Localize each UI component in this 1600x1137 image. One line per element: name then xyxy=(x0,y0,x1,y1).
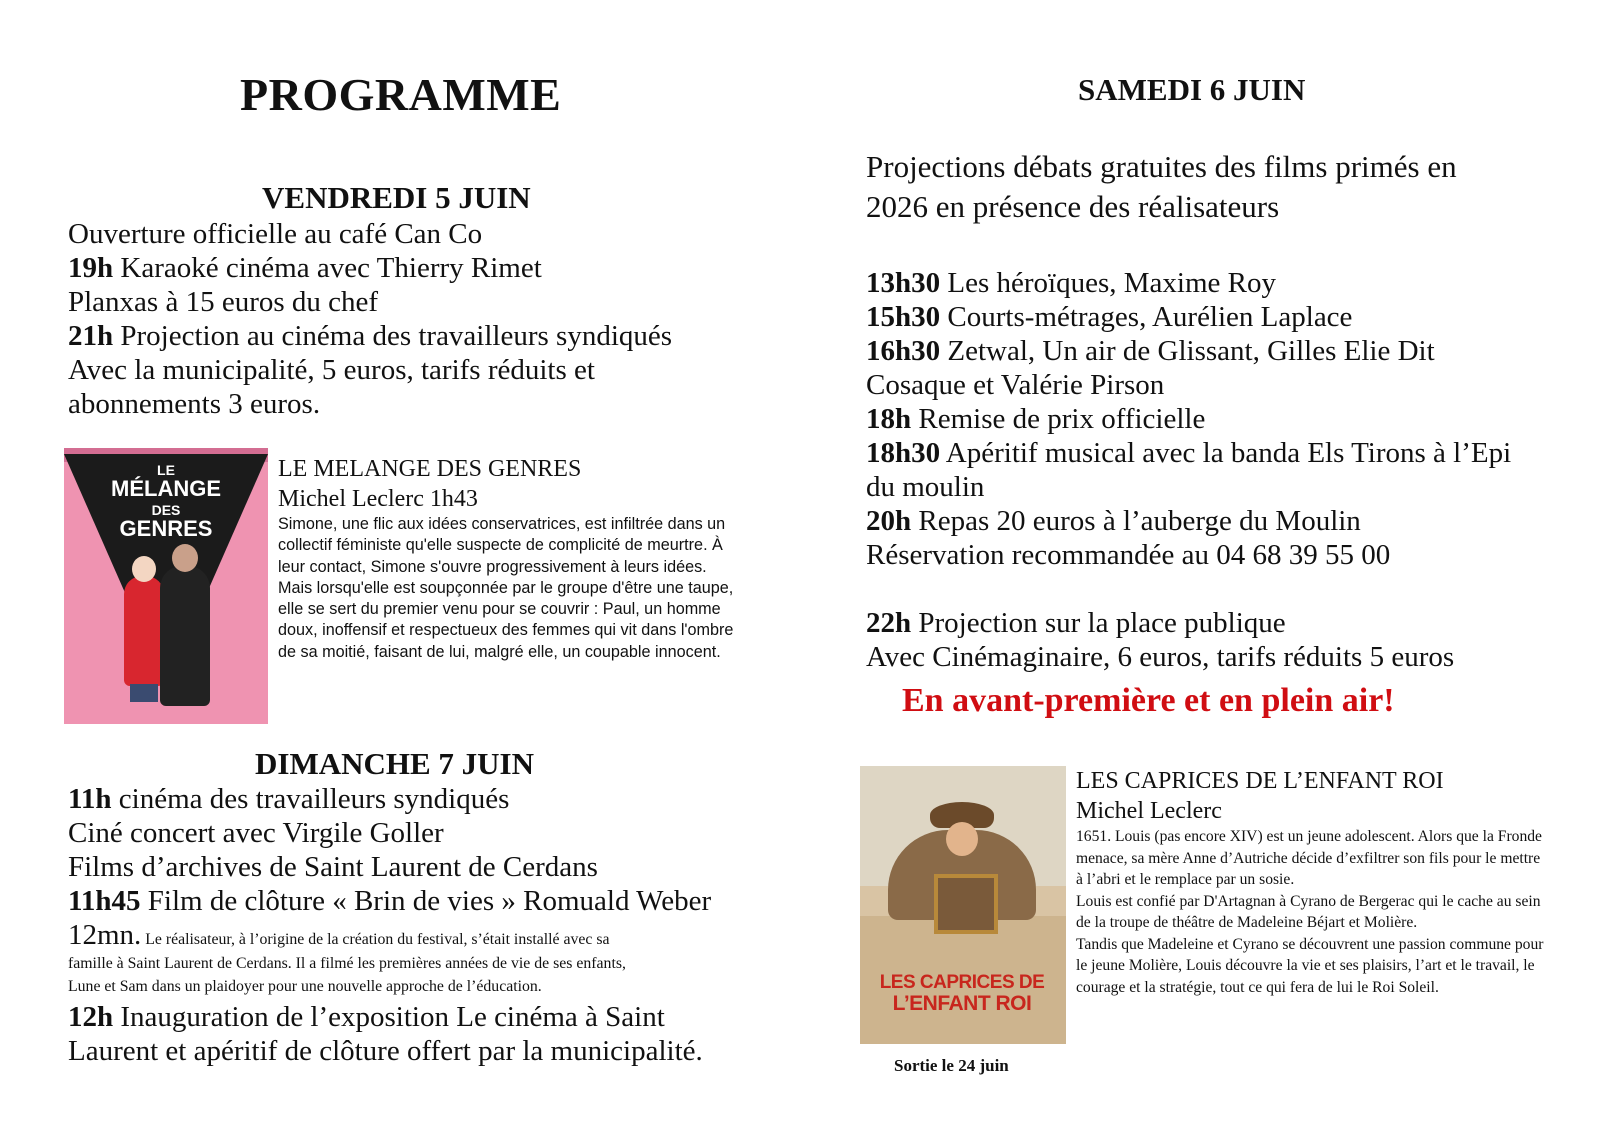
saturday-prices: Avec Cinémaginaire, 6 euros, tarifs réduits 5 euros xyxy=(866,641,1455,673)
saturday-reservation: Réservation recommandée au 04 68 39 55 00 xyxy=(866,539,1391,571)
friday-line-1: Ouverture officielle au café Can Co xyxy=(68,218,483,250)
saturday-slot-3-cont: Cosaque et Valérie Pirson xyxy=(866,369,1165,401)
time: 18h30 xyxy=(866,437,941,469)
time: 11h45 xyxy=(68,885,141,917)
text: Projection au cinéma des travailleurs syndiqués xyxy=(113,320,673,352)
text: cinéma des travailleurs syndiqués xyxy=(111,783,510,815)
sunday-line-4 xyxy=(68,884,711,918)
poster-title-line-2: MÉLANGE xyxy=(111,476,221,501)
saturday-slot-2 xyxy=(866,300,1352,334)
film2-synopsis-p3: Tandis que Madeleine et Cyrano se découvrent une passion commune pour le jeune Molière, Louis découvre la vie et ses plaisirs, l’art et le travail, le courage et la stratégie, tout ce qui fera de lui le Roi Soleil. xyxy=(1076,935,1544,996)
poster-woman xyxy=(124,576,164,686)
duration: 12mn. xyxy=(68,919,142,951)
poster-woman-legs xyxy=(130,684,158,702)
film2-title: LES CAPRICES DE L’ENFANT ROI xyxy=(1076,768,1444,794)
time: 20h xyxy=(866,505,912,537)
saturday-slot-1 xyxy=(866,266,1276,300)
film2-synopsis xyxy=(1076,826,1546,998)
saturday-heading: SAMEDI 6 JUIN xyxy=(1078,72,1306,107)
text: Film de clôture « Brin de vies » Romuald Weber xyxy=(140,885,712,917)
sunday-line-8 xyxy=(68,1000,665,1034)
text: Apéritif musical avec la banda Els Tirons à l’Epi xyxy=(940,437,1512,469)
time: 15h30 xyxy=(866,301,941,333)
poster-title-line-2: L’ENFANT ROI xyxy=(892,992,1032,1015)
poster-frame xyxy=(934,874,998,934)
time: 16h30 xyxy=(866,335,941,367)
poster-man xyxy=(160,566,210,706)
film2-director: Michel Leclerc xyxy=(1076,798,1222,824)
film1-synopsis: Simone, une flic aux idées conservatrices, est infiltrée dans un collectif féministe qu'elle suspecte de complicité de meurtre. À leur contact, Simone s'ouvre progressivement à leurs idées. Mais lorsqu'elle est soupçonnée par le groupe d'être une taupe, elle se sert du premier venu pour se couvrir : Paul, un homme doux, inoffensif et respectueux des femmes qui vit dans l'ombre de sa moitié, faisant de lui, malgré elle, un coupable innocent. xyxy=(278,515,734,661)
text: Zetwal, Un air de Glissant, Gilles Elie Dit xyxy=(940,335,1435,367)
poster-title-line-1: LES CAPRICES DE xyxy=(879,972,1045,993)
text: Les héroïques, Maxime Roy xyxy=(940,267,1276,299)
text: Remise de prix officielle xyxy=(911,403,1206,435)
poster-woman-head xyxy=(132,556,156,582)
film-poster-melange xyxy=(64,448,268,724)
sunday-line-7: Lune et Sam dans un plaidoyer pour une nouvelle approche de l’éducation. xyxy=(68,978,542,995)
sunday-heading: DIMANCHE 7 JUIN xyxy=(255,746,534,781)
film1-title: LE MELANGE DES GENRES xyxy=(278,456,582,482)
highlight-open-air: En avant-première et en plein air! xyxy=(902,682,1395,719)
poster-man-head xyxy=(172,544,198,572)
saturday-slot-3 xyxy=(866,334,1435,368)
saturday-slot-6 xyxy=(866,504,1361,538)
film2-synopsis-p2: Louis est confié par D'Artagnan à Cyrano de Bergerac qui le cache au sein de la troupe de théâtre de Madeleine Béjart et Molière. xyxy=(1076,892,1541,931)
text: Courts-métrages, Aurélien Laplace xyxy=(940,301,1353,333)
sunday-line-1 xyxy=(68,782,509,816)
friday-heading: VENDREDI 5 JUIN xyxy=(262,180,531,215)
film-poster-caprices xyxy=(860,766,1066,1044)
film2-synopsis-p1: 1651. Louis (pas encore XIV) est un jeune adolescent. Alors que la Fronde menace, sa mère Anne d’Autriche décide d’exfiltrer son fils pour le mettre à l’abri et le remplace par un sosie. xyxy=(1076,828,1542,888)
text: Repas 20 euros à l’auberge du Moulin xyxy=(911,505,1361,537)
text: Projection sur la place publique xyxy=(911,607,1286,639)
friday-line-3: Planxas à 15 euros du chef xyxy=(68,286,379,318)
friday-line-2 xyxy=(68,251,542,285)
poster-title-line-4: GENRES xyxy=(119,516,213,541)
film1-director: Michel Leclerc 1h43 xyxy=(278,486,478,512)
text: Le réalisateur, à l’origine de la création du festival, s’était installé avec sa xyxy=(141,931,610,948)
sunday-line-2: Ciné concert avec Virgile Goller xyxy=(68,817,444,849)
sunday-line-6: famille à Saint Laurent de Cerdans. Il a filmé les premières années de vie de ses enfants, xyxy=(68,955,626,972)
poster-title-line-1: LE xyxy=(157,462,175,478)
text: Inauguration de l’exposition Le cinéma à Saint xyxy=(113,1001,665,1033)
release-caption: Sortie le 24 juin xyxy=(894,1056,1009,1075)
saturday-intro-2: 2026 en présence des réalisateurs xyxy=(866,189,1280,224)
saturday-slot-5-cont: du moulin xyxy=(866,471,985,503)
sunday-line-3: Films d’archives de Saint Laurent de Cerdans xyxy=(68,851,598,883)
saturday-intro-1: Projections débats gratuites des films primés en xyxy=(866,149,1457,184)
text: Karaoké cinéma avec Thierry Rimet xyxy=(113,252,542,284)
sunday-line-5 xyxy=(68,918,610,952)
saturday-slot-5 xyxy=(866,436,1511,470)
time: 22h xyxy=(866,607,912,639)
friday-line-5: Avec la municipalité, 5 euros, tarifs réduits et xyxy=(68,354,595,386)
saturday-slot-8 xyxy=(866,606,1286,640)
sunday-line-9: Laurent et apéritif de clôture offert par la municipalité. xyxy=(68,1035,703,1067)
friday-line-4 xyxy=(68,319,672,353)
time: 13h30 xyxy=(866,267,941,299)
page-title: PROGRAMME xyxy=(240,69,562,120)
time: 19h xyxy=(68,252,114,284)
time: 21h xyxy=(68,320,114,352)
poster-face xyxy=(946,822,978,856)
poster-title-line-3: DES xyxy=(151,502,181,518)
friday-line-6: abonnements 3 euros. xyxy=(68,388,321,420)
time: 18h xyxy=(866,403,912,435)
time: 12h xyxy=(68,1001,114,1033)
saturday-slot-4 xyxy=(866,402,1205,436)
time: 11h xyxy=(68,783,112,815)
